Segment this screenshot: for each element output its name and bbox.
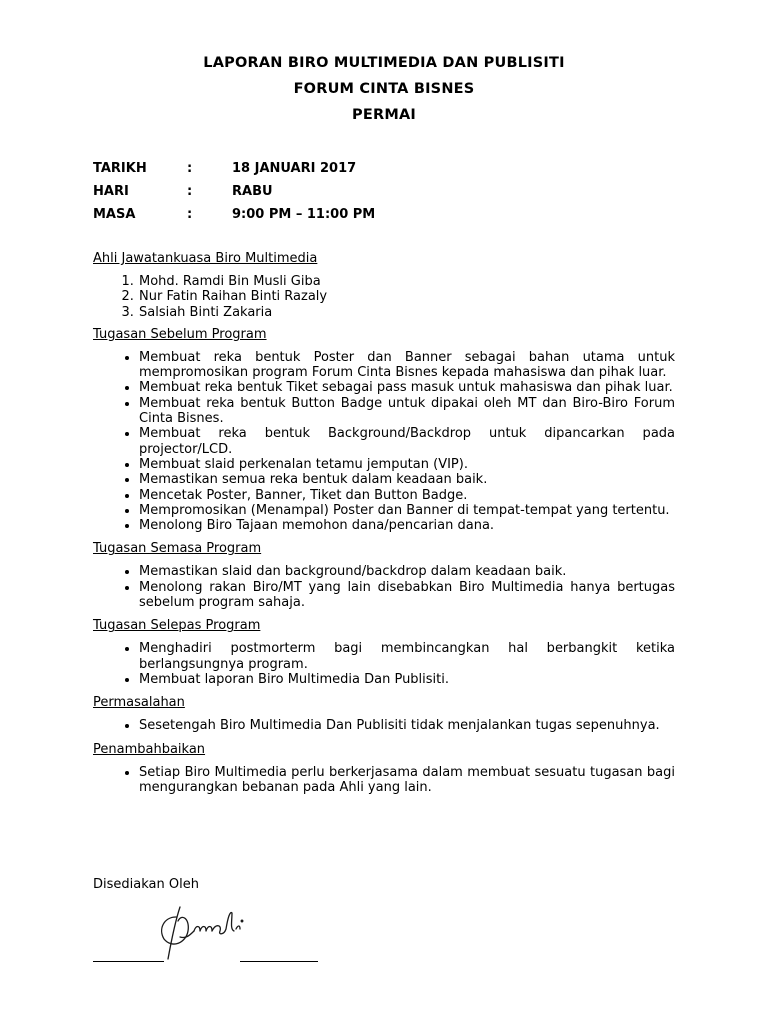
signature-image bbox=[150, 893, 260, 963]
during-program-list bbox=[93, 564, 675, 610]
meta-key: TARIKH bbox=[93, 161, 147, 176]
meta-colon: : bbox=[187, 184, 193, 199]
list-item: • Membuat laporan Biro Multimedia Dan Publisiti. bbox=[139, 672, 675, 687]
list-item: • Menghadiri postmorterm bagi membincangkan hal berbangkit ketika berlangsungnya program. bbox=[139, 641, 675, 672]
meta-value: RABU bbox=[232, 184, 273, 199]
meta-key: MASA bbox=[93, 207, 136, 222]
during-program-heading: Tugasan Semasa Program bbox=[93, 541, 262, 557]
list-item: 3. Salsiah Binti Zakaria bbox=[138, 305, 675, 320]
after-program-heading: Tugasan Selepas Program bbox=[93, 618, 261, 634]
meta-row-day bbox=[93, 180, 375, 203]
signature-line-right bbox=[240, 961, 318, 962]
prepared-by-label: Disediakan Oleh bbox=[93, 877, 199, 892]
title-line-2: FORUM CINTA BISNES bbox=[293, 81, 475, 97]
list-item: • Membuat reka bentuk Tiket sebagai pass masuk untuk mahasiswa dan pihak luar. bbox=[139, 380, 675, 395]
document-title bbox=[0, 50, 768, 128]
signature-line-left bbox=[93, 961, 164, 962]
list-item: • Membuat slaid perkenalan tetamu jemputan (VIP). bbox=[139, 457, 675, 472]
improvements-heading: Penambahbaikan bbox=[93, 741, 206, 757]
list-item: • Mempromosikan (Menampal) Poster dan Banner di tempat-tempat yang tertentu. bbox=[139, 503, 675, 518]
meta-key: HARI bbox=[93, 184, 129, 199]
report-body bbox=[93, 250, 675, 802]
list-item: • Setiap Biro Multimedia perlu berkerjasama dalam membuat sesuatu tugasan bagi mengurangkan bebanan pada Ahli yang lain. bbox=[139, 765, 675, 796]
problems-list bbox=[93, 718, 675, 733]
list-item: • Membuat reka bentuk Background/Backdrop untuk dipancarkan pada projector/LCD. bbox=[139, 426, 675, 457]
meta-table bbox=[93, 157, 375, 226]
list-item: • Membuat reka bentuk Button Badge untuk dipakai oleh MT dan Biro-Biro Forum Cinta Bisnes. bbox=[139, 396, 675, 427]
meta-value: 18 JANUARI 2017 bbox=[232, 161, 357, 176]
list-item: • Memastikan semua reka bentuk dalam keadaan baik. bbox=[139, 472, 675, 487]
list-item: 2. Nur Fatin Raihan Binti Razaly bbox=[138, 289, 675, 304]
meta-colon: : bbox=[187, 161, 193, 176]
list-item: • Menolong rakan Biro/MT yang lain disebabkan Biro Multimedia hanya bertugas sebelum program sahaja. bbox=[139, 580, 675, 611]
problems-heading: Permasalahan bbox=[93, 695, 185, 711]
meta-colon: : bbox=[187, 207, 193, 222]
meta-value: 9:00 PM – 11:00 PM bbox=[232, 207, 376, 222]
title-line-3: PERMAI bbox=[352, 107, 416, 123]
meta-row-date bbox=[93, 157, 375, 180]
list-item: • Memastikan slaid dan background/backdrop dalam keadaan baik. bbox=[139, 564, 675, 579]
list-item: 1. Mohd. Ramdi Bin Musli Giba bbox=[138, 274, 675, 289]
after-program-list bbox=[93, 641, 675, 687]
before-program-list bbox=[93, 350, 675, 534]
title-line-1: LAPORAN BIRO MULTIMEDIA DAN PUBLISITI bbox=[203, 55, 565, 71]
committee-list bbox=[93, 274, 675, 320]
meta-row-time bbox=[93, 203, 375, 226]
before-program-heading: Tugasan Sebelum Program bbox=[93, 326, 267, 342]
list-item: • Menolong Biro Tajaan memohon dana/pencarian dana. bbox=[139, 518, 675, 533]
improvements-list bbox=[93, 765, 675, 796]
committee-heading: Ahli Jawatankuasa Biro Multimedia bbox=[93, 251, 318, 266]
list-item: • Sesetengah Biro Multimedia Dan Publisiti tidak menjalankan tugas sepenuhnya. bbox=[139, 718, 675, 733]
list-item: • Mencetak Poster, Banner, Tiket dan Button Badge. bbox=[139, 488, 675, 503]
list-item: • Membuat reka bentuk Poster dan Banner sebagai bahan utama untuk mempromosikan program Forum Cinta Bisnes kepada mahasiswa dan pihak luar. bbox=[139, 350, 675, 381]
